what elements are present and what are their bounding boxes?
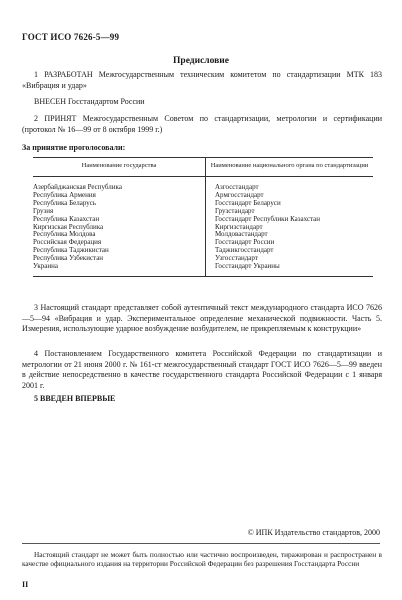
- voting-table: [33, 157, 373, 277]
- table-row-state: Республика Таджикистан: [33, 246, 109, 255]
- column-header-state: Наименование государства: [81, 162, 157, 169]
- table-row-body: Госстандарт Украины: [215, 262, 280, 271]
- table-row-state: Украина: [33, 262, 58, 271]
- table-top-border: [33, 157, 373, 158]
- item-4-enactment: 4 Постановлением Государственного комитета Российской Федерации по стандартизации и метрологии от 21 июня 2000 г. № 161-ст межгосударственный стандарт ГОСТ ИСО 7626—5—99 введен в действие непосредственно в качестве государственного стандарта Российской Федерации с 1 января 2001 г.: [22, 349, 382, 390]
- table-row-body: Армгосстандарт: [215, 190, 264, 199]
- item-3-authentic-text: 3 Настоящий стандарт представляет собой аутентичный текст международного стандарта ИСО 7626—5—94 «Вибрация и удар. Экспериментальное определение механической подвижности. Часть 5. Измерения, использующие ударное возбуждение возбудителем, не прикрепляемым к конструкции»: [22, 303, 382, 333]
- item-2-text: Межгосударственным Советом по стандартизации, метрологии и сертификации (протокол № 16—99 от 8 октября 1999 г.): [22, 114, 382, 134]
- table-row-state: Республика Казахстан: [33, 214, 100, 223]
- table-row-body: Таджикгосстандарт: [215, 246, 274, 255]
- table-row-body: Киргизстандарт: [215, 222, 263, 231]
- footer-divider: [22, 543, 380, 544]
- item-1-number: 1: [34, 70, 38, 79]
- state-column: [33, 184, 203, 271]
- page-number: II: [22, 580, 29, 589]
- table-row-state: Грузия: [33, 206, 54, 215]
- table-row-body: Молдовастандарт: [215, 230, 268, 239]
- table-bottom-border: [33, 276, 373, 277]
- table-header-border: [33, 176, 373, 177]
- table-row-state: Республика Беларусь: [33, 198, 97, 207]
- copyright: © ИПК Издательство стандартов, 2000: [247, 528, 380, 537]
- item-5-first-introduced: 5 ВВЕДЕН ВПЕРВЫЕ: [34, 394, 116, 403]
- table-row-body: Грузстандарт: [215, 206, 255, 215]
- table-row-state: Республика Молдова: [33, 230, 96, 239]
- item-2-lead: ПРИНЯТ: [44, 114, 77, 123]
- table-row-body: Госстандарт Беларуси: [215, 198, 281, 207]
- vote-intro: За принятие проголосовали:: [22, 143, 126, 152]
- item-1-introduced: [22, 97, 382, 108]
- column-header-body: Наименование национального органа по стандартизации: [210, 162, 369, 169]
- item-2-number: 2: [34, 114, 38, 123]
- preface-title: Предисловие: [173, 56, 229, 66]
- item-1-developed: [22, 70, 382, 91]
- document-header: ГОСТ ИСО 7626-5—99: [22, 32, 120, 42]
- introduced-lead: ВНЕСЕН: [34, 97, 66, 106]
- item-1-text: Межгосударственным техническим комитетом по стандартизации МТК 183 «Вибрация и удар»: [22, 70, 383, 90]
- table-row-state: Российская Федерация: [33, 238, 102, 247]
- table-row-state: Республика Узбекистан: [33, 254, 104, 263]
- table-row-state: Республика Армения: [33, 190, 96, 199]
- table-row-body: Госстандарт Республики Казахстан: [215, 214, 321, 223]
- body-column: [215, 184, 371, 271]
- table-row-state: Киргизская Республика: [33, 222, 104, 231]
- table-row-body: Азгосстандарт: [215, 183, 259, 191]
- item-1-lead: РАЗРАБОТАН: [44, 70, 93, 79]
- table-row-state: Азербайджанская Республика: [33, 183, 122, 191]
- item-2-adopted: [22, 114, 382, 135]
- table-row-body: Узгосстандарт: [215, 254, 258, 263]
- table-row-body: Госстандарт России: [215, 238, 275, 247]
- table-column-divider: [205, 157, 206, 277]
- introduced-text: Госстандартом России: [68, 97, 145, 106]
- reproduction-notice: Настоящий стандарт не может быть полностью или частично воспроизведен, тиражирован и распространен в качестве официального издания на территории Российской Федерации без разрешения Госстандарта России: [22, 550, 382, 568]
